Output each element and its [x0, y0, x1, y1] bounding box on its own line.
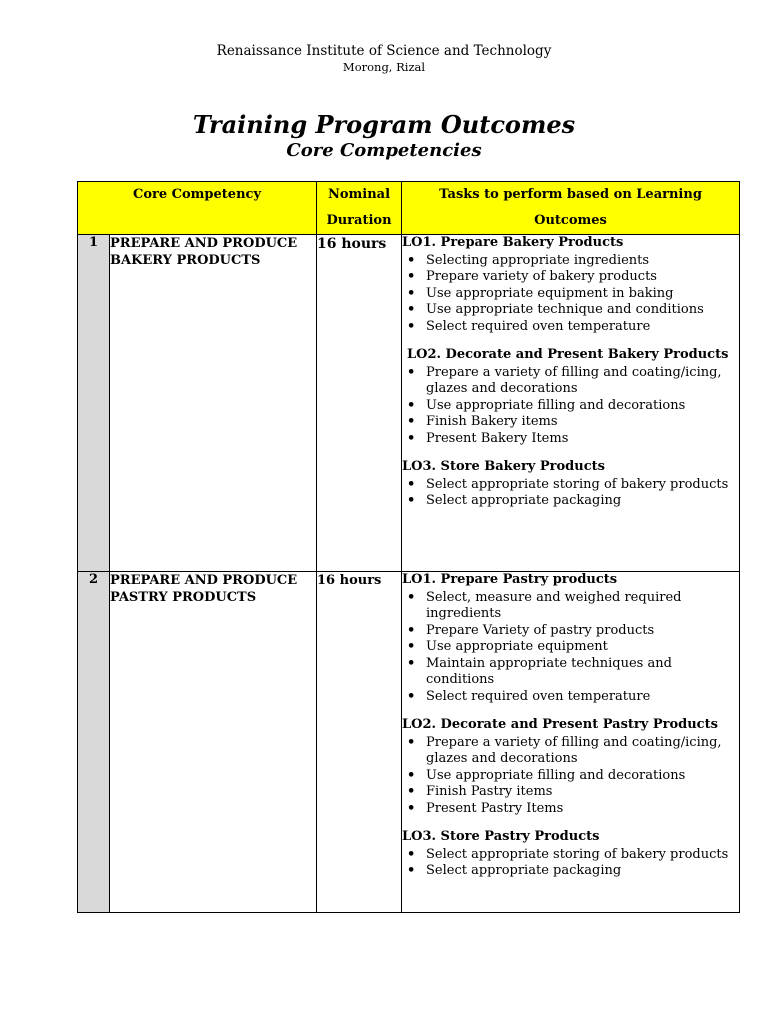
bullet-icon: • — [407, 734, 416, 750]
list-item: • Present Pastry Items — [407, 800, 564, 816]
learning-outcome-list — [402, 253, 739, 336]
bullet-icon: • — [407, 655, 416, 671]
competency-name: PREPARE AND PRODUCE BAKERY PRODUCTS — [110, 235, 317, 572]
learning-outcome-title: LO3. Store Bakery Products — [402, 459, 605, 474]
row-number: 1 — [78, 235, 110, 572]
learning-outcome-list — [402, 847, 739, 880]
list-item: • Use appropriate filling and decorations — [407, 397, 686, 413]
header-nominal-duration: Nominal Duration — [317, 182, 402, 235]
outcomes-table — [77, 181, 740, 913]
learning-outcome — [402, 235, 739, 335]
learning-outcome-title: LO3. Store Pastry Products — [402, 829, 600, 844]
bullet-icon: • — [407, 397, 416, 413]
list-item: • Select appropriate packaging — [407, 493, 622, 508]
list-item: • Select appropriate storing of bakery products — [407, 476, 729, 492]
learning-outcome-title: LO1. Prepare Bakery Products — [402, 235, 624, 250]
list-item: • Prepare Variety of pastry products — [407, 622, 655, 638]
bullet-icon: • — [407, 302, 416, 317]
learning-outcome-title: LO2. Decorate and Present Pastry Products — [402, 717, 718, 732]
bullet-icon: • — [407, 493, 416, 508]
competency-name: PREPARE AND PRODUCE PASTRY PRODUCTS — [110, 572, 317, 913]
learning-outcome — [402, 347, 739, 447]
list-item: • Use appropriate equipment — [407, 639, 608, 654]
list-item: • Select appropriate packaging — [407, 863, 622, 878]
learning-outcome-list — [402, 735, 739, 818]
document-title: Training Program Outcomes — [192, 110, 576, 139]
list-item: • Use appropriate equipment in baking — [407, 285, 674, 301]
learning-outcome-title: LO2. Decorate and Present Bakery Products — [407, 347, 729, 362]
list-item: • Maintain appropriate techniques and conditions — [407, 655, 672, 687]
list-item: • Finish Bakery items — [407, 414, 558, 429]
duration-value: 16 hours — [317, 235, 402, 572]
bullet-icon: • — [407, 269, 416, 284]
bullet-icon: • — [407, 784, 416, 799]
bullet-icon: • — [407, 285, 416, 301]
duration-value: 16 hours — [317, 572, 402, 913]
list-item: • Selecting appropriate ingredients — [407, 252, 650, 268]
learning-outcome-list — [402, 477, 739, 510]
bullet-icon: • — [407, 688, 416, 704]
learning-outcome — [402, 459, 739, 510]
learning-outcome-list — [402, 365, 739, 448]
tasks-cell — [402, 235, 740, 572]
bullet-icon: • — [407, 364, 416, 380]
list-item: • Select appropriate storing of bakery products — [407, 846, 729, 862]
list-item: • Prepare a variety of filling and coating/icing, glazes and decorations — [407, 734, 722, 766]
learning-outcome — [402, 572, 739, 705]
bullet-icon: • — [407, 476, 416, 492]
institution-name: Renaissance Institute of Science and Technology — [216, 43, 552, 59]
learning-outcome — [402, 717, 739, 817]
bullet-icon: • — [407, 767, 416, 783]
bullet-icon: • — [407, 252, 416, 268]
table-header-row — [78, 182, 740, 235]
table-row — [78, 235, 740, 572]
learning-outcome-list — [402, 590, 739, 706]
list-item: • Use appropriate filling and decorations — [407, 767, 686, 783]
learning-outcome-title: LO1. Prepare Pastry products — [402, 572, 618, 587]
tasks-cell — [402, 572, 740, 913]
bullet-icon: • — [407, 589, 416, 605]
list-item: • Prepare variety of bakery products — [407, 269, 657, 284]
list-item: • Select required oven temperature — [407, 318, 651, 334]
row-number: 2 — [78, 572, 110, 913]
list-item: • Select, measure and weighed required ingredients — [407, 589, 682, 621]
table-row — [78, 572, 740, 913]
list-item: • Use appropriate technique and conditions — [407, 302, 704, 317]
list-item: • Select required oven temperature — [407, 688, 651, 704]
bullet-icon: • — [407, 800, 416, 816]
bullet-icon: • — [407, 414, 416, 429]
bullet-icon: • — [407, 863, 416, 878]
institution-location: Morong, Rizal — [342, 60, 426, 74]
header-core-competency: Core Competency — [78, 182, 317, 235]
bullet-icon: • — [407, 430, 416, 446]
learning-outcome — [402, 829, 739, 880]
list-item: • Prepare a variety of filling and coating/icing, glazes and decorations — [407, 364, 722, 396]
bullet-icon: • — [407, 622, 416, 638]
header-tasks: Tasks to perform based on Learning Outcomes — [402, 182, 740, 235]
list-item: • Present Bakery Items — [407, 430, 569, 446]
bullet-icon: • — [407, 639, 416, 654]
bullet-icon: • — [407, 846, 416, 862]
list-item: • Finish Pastry items — [407, 784, 553, 799]
bullet-icon: • — [407, 318, 416, 334]
document-subtitle: Core Competencies — [286, 140, 482, 161]
